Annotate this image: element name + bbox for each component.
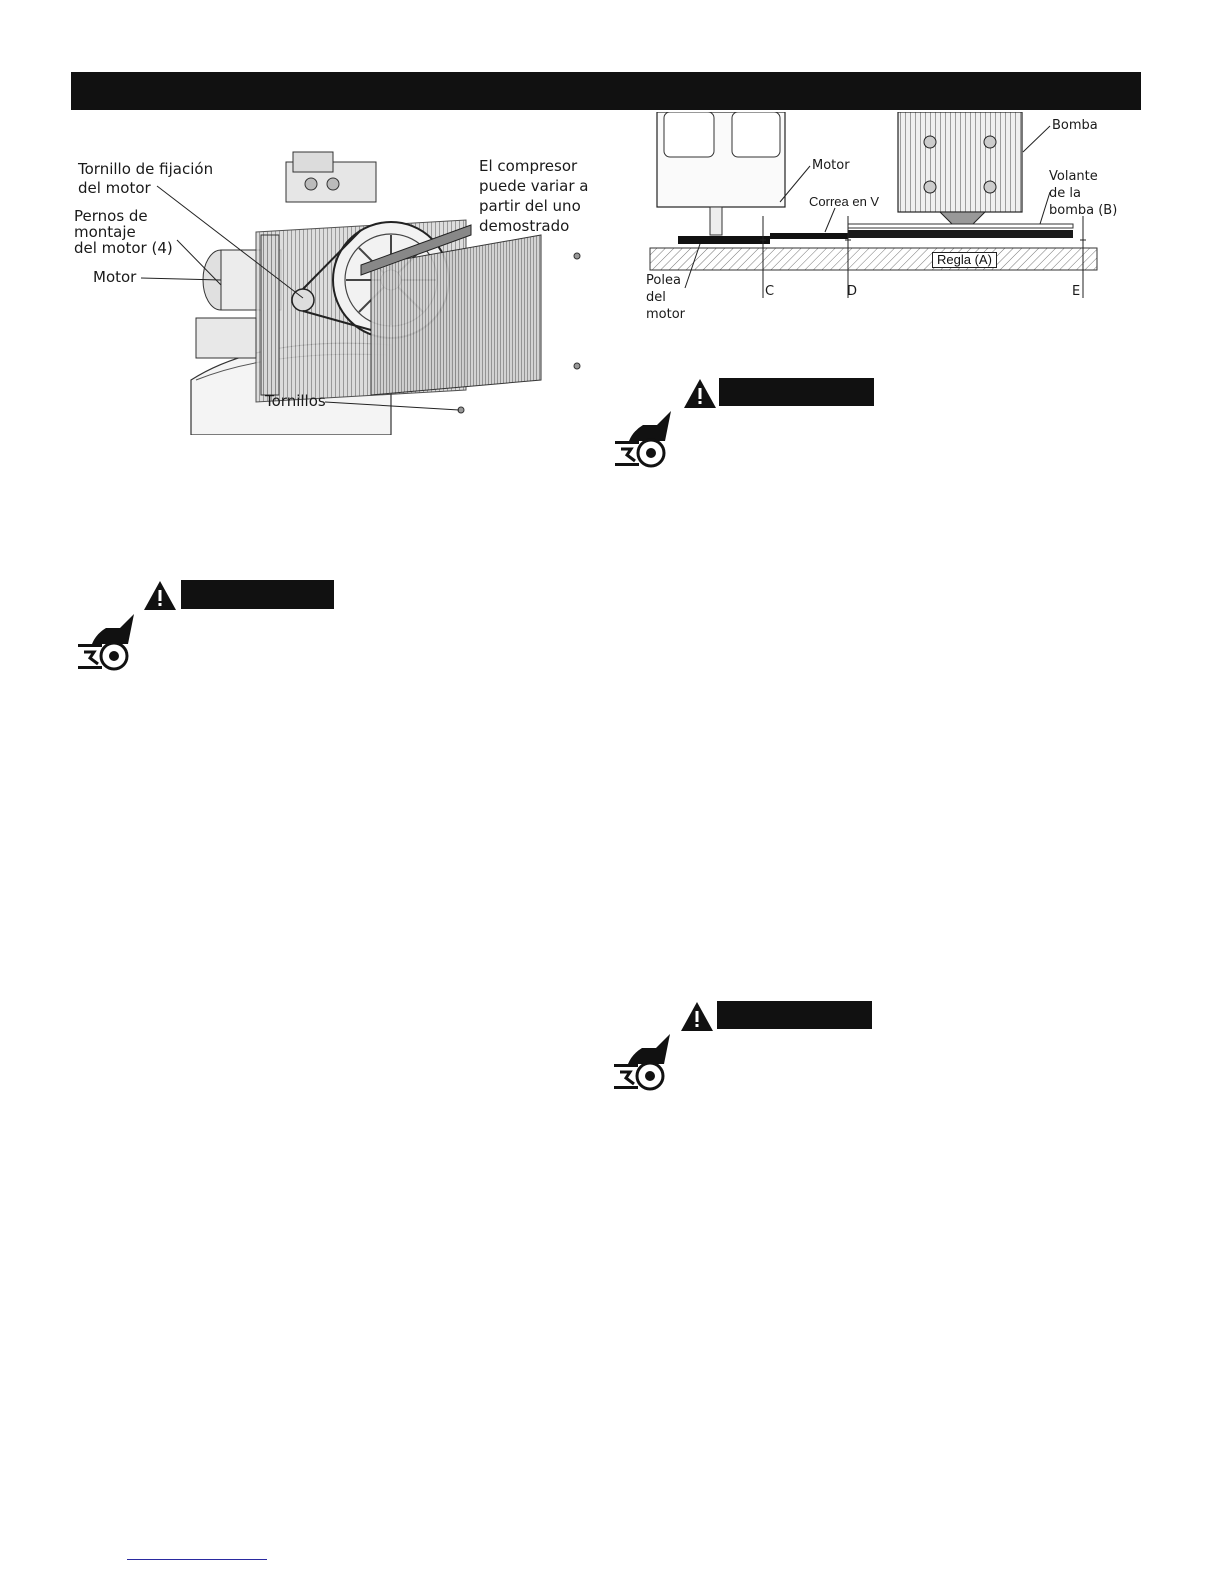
pulley-line-1: Polea: [646, 273, 681, 288]
section-header-bar: [71, 72, 1141, 110]
footer-rule: [127, 1559, 267, 1560]
set-screw-label: [78, 160, 213, 198]
warning-signal-bar: [181, 580, 334, 609]
entanglement-hazard-icon: [76, 614, 138, 672]
entanglement-hazard-icon: [613, 411, 675, 469]
flywheel-label: [1049, 168, 1117, 219]
mount-bolts-line-1: Pernos de: [74, 207, 148, 225]
ruler-label: Regla (A): [932, 252, 997, 268]
warning-block-3: [612, 1001, 877, 1096]
warning-triangle-icon: [683, 378, 717, 409]
warning-signal-bar: [719, 378, 874, 406]
flywheel-line-3: bomba (B): [1049, 203, 1118, 218]
motor-label-right: Motor: [812, 158, 850, 173]
warning-block-1: [76, 580, 336, 675]
variance-note-line-3: partir del uno: [479, 197, 581, 215]
warning-block-2: [613, 378, 878, 473]
belt-alignment-figure: [640, 112, 1140, 332]
variance-note: [479, 156, 589, 236]
flywheel-line-2: de la: [1049, 186, 1081, 201]
point-d-label: D: [847, 284, 858, 299]
set-screw-line-2: del motor: [78, 179, 151, 197]
warning-triangle-icon: [680, 1001, 714, 1032]
mount-bolts-line-3: del motor (4): [74, 239, 173, 257]
point-e-label: E: [1072, 284, 1081, 299]
point-c-label: C: [765, 284, 775, 299]
belt-alignment-illustration: [640, 112, 1140, 332]
entanglement-hazard-icon: [612, 1034, 674, 1092]
warning-signal-bar: [717, 1001, 872, 1029]
screws-label: Tornillos: [265, 392, 326, 410]
set-screw-line-1: Tornillo de fijación: [78, 160, 214, 178]
pulley-line-3: motor: [646, 307, 686, 322]
motor-label-left: Motor: [93, 268, 137, 286]
pulley-label: [646, 272, 685, 323]
warning-triangle-icon: [143, 580, 177, 611]
compressor-belt-guard-figure: [71, 140, 601, 435]
variance-note-line-1: El compresor: [479, 157, 578, 175]
variance-note-line-2: puede variar a: [479, 177, 589, 195]
pump-label: Bomba: [1052, 118, 1098, 133]
pulley-line-2: del: [646, 290, 666, 305]
mount-bolts-line-2: montaje: [74, 223, 136, 241]
flywheel-line-1: Volante: [1049, 169, 1098, 184]
v-belt-label: Correa en V: [809, 194, 880, 209]
variance-note-line-4: demostrado: [479, 217, 570, 235]
mount-bolts-label: [74, 208, 173, 256]
